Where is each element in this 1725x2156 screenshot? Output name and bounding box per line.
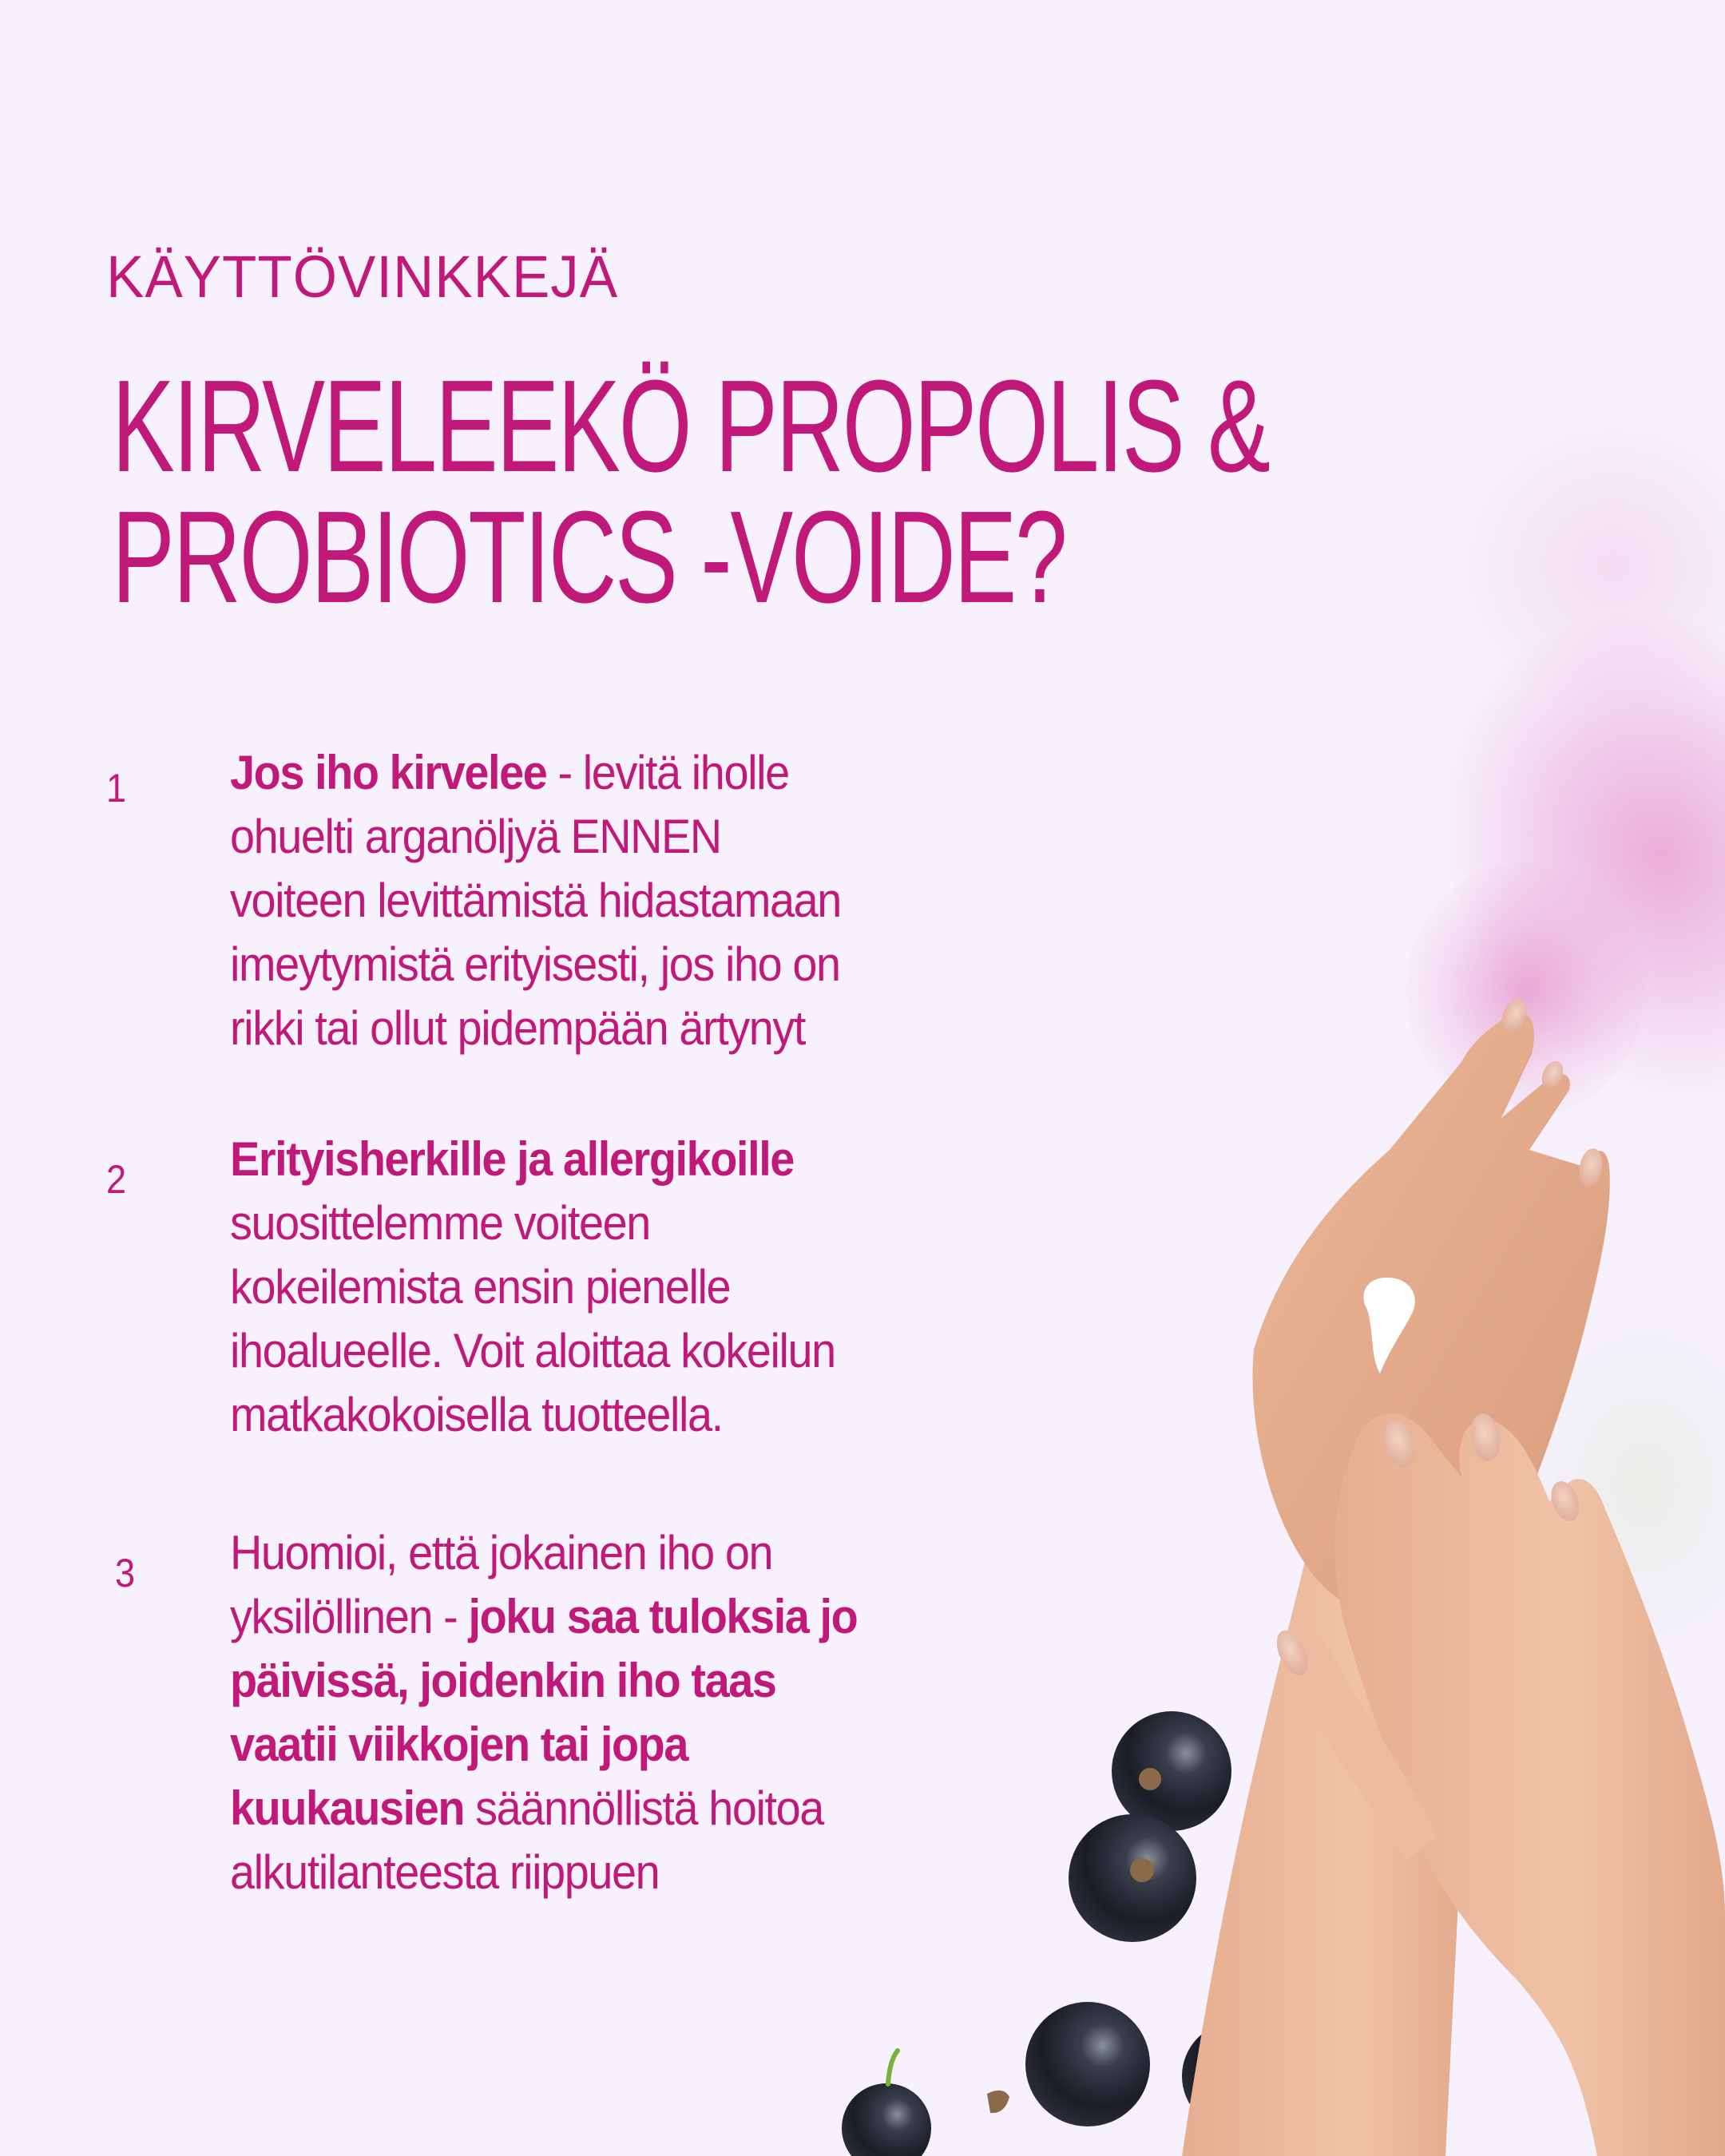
tip-text [230,1128,1062,1447]
tip-emphasis: Erityisherkille ja allergikoille [230,1132,794,1186]
tip-text [230,1521,1062,1904]
pink-glow-top [1453,415,1725,719]
tip-line: voiteen levittämistä hidastamaan [230,874,841,927]
tip-line [230,741,1062,805]
tip-line [230,1585,1062,1649]
tip-span: - levitä iholle [546,746,789,799]
tip-number: 1 [106,766,127,810]
tip-text [230,741,1062,1060]
tip-line [230,1777,1062,1841]
tip-line: ihoalueelle. Voit aloittaa kokeilun [230,1324,835,1377]
tip-number: 2 [106,1157,127,1202]
tip-span: säännöllistä hoitoa [464,1781,823,1835]
title-line-1: KIRVELEEKÖ PROPOLIS & [112,353,1269,499]
tip-line: ohuelti arganöljyä ENNEN [230,810,721,863]
tip-line: imeytymistä erityisesti, jos iho on [230,937,840,991]
tip-line: Huomioi, että jokainen iho on [230,1526,773,1579]
tip-emphasis: joku saa tuloksia jo [468,1590,858,1643]
page-title [112,353,1269,630]
tip-line: rikki tai ollut pidempään ärtynyt [230,1001,806,1055]
green-glow [1517,1318,1725,1653]
tip-line [230,1128,1062,1191]
tip-line [230,1649,1062,1713]
pink-glow-small [1406,862,1645,1118]
cream-dollop [1363,1278,1414,1373]
eyebrow-label: KÄYTTÖVINKKEJÄ [106,244,619,310]
pink-glow-large [1368,542,1725,1167]
tip-line [230,1713,1062,1777]
tip-emphasis: Jos iho kirvelee [230,746,547,799]
tip-emphasis: päivissä, joidenkin iho taas [230,1654,776,1707]
tip-line: alkutilanteesta riippuen [230,1845,660,1899]
tip-line: kokeilemista ensin pienelle [230,1260,731,1314]
title-line-2: PROBIOTICS -VOIDE? [112,484,1066,630]
tip-emphasis: vaatii viikkojen tai jopa [230,1718,688,1771]
tip-line: matkakokoisella tuotteella. [230,1388,723,1441]
tip-line: suosittelemme voiteen [230,1196,650,1250]
tip-emphasis: kuukausien [230,1781,465,1835]
tip-number: 3 [115,1551,136,1595]
tip-span: yksilöllinen - [230,1590,469,1643]
